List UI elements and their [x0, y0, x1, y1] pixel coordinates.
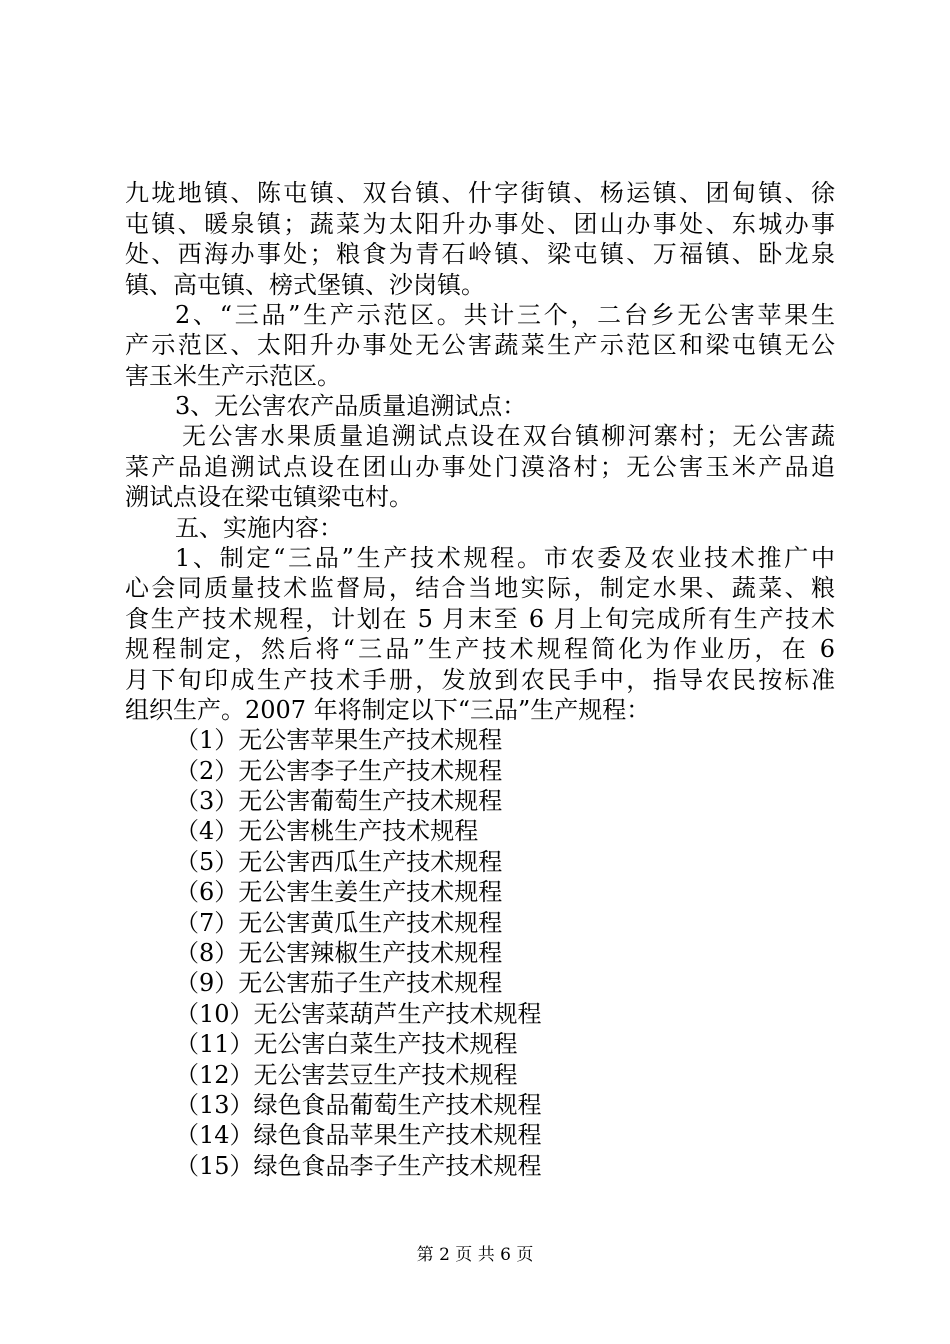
list-item: （6）无公害生姜生产技术规程	[175, 878, 503, 906]
list-item: （2）无公害李子生产技术规程	[175, 757, 503, 785]
list-item: （14）绿色食品苹果生产技术规程	[175, 1121, 542, 1149]
list-item: （15）绿色食品李子生产技术规程	[175, 1152, 542, 1180]
list-item: （10）无公害菜葫芦生产技术规程	[175, 1000, 542, 1028]
list-item: （9）无公害茄子生产技术规程	[175, 969, 503, 997]
list-item: （11）无公害白菜生产技术规程	[175, 1030, 518, 1058]
list-item: （4）无公害桃生产技术规程	[175, 817, 479, 845]
paragraph-line: 菜产品追溯试点设在团山办事处门漠洛村；无公害玉米产品追	[125, 453, 835, 481]
paragraph-line: 九垅地镇、陈屯镇、双台镇、什字街镇、杨运镇、团甸镇、徐	[125, 179, 835, 207]
paragraph-line: 月下旬印成生产技术手册，发放到农民手中，指导农民按标准	[125, 666, 835, 694]
paragraph-line: 组织生产。2007 年将制定以下“三品”生产规程：	[125, 696, 651, 724]
paragraph-line: 2、“三品”生产示范区。共计三个，二台乡无公害苹果生	[175, 301, 835, 329]
paragraph-line: 心会同质量技术监督局，结合当地实际，制定水果、蔬菜、粮	[125, 574, 835, 602]
list-item: （13）绿色食品葡萄生产技术规程	[175, 1091, 542, 1119]
section-heading: 五、实施内容：	[175, 514, 343, 542]
paragraph-line: 规程制定，然后将“三品”生产技术规程简化为作业历，在 6	[125, 635, 835, 663]
paragraph-line: 屯镇、暖泉镇；蔬菜为太阳升办事处、团山办事处、东城办事	[125, 210, 835, 238]
paragraph-line: 镇、高屯镇、榜式堡镇、沙岗镇。	[125, 271, 485, 299]
list-item: （5）无公害西瓜生产技术规程	[175, 848, 503, 876]
paragraph-line: 处、西海办事处；粮食为青石岭镇、梁屯镇、万福镇、卧龙泉	[125, 240, 835, 268]
paragraph-line: 食生产技术规程，计划在 5 月末至 6 月上旬完成所有生产技术	[125, 605, 835, 633]
page-number-footer: 第 2 页 共 6 页	[416, 1245, 534, 1265]
list-item: （3）无公害葡萄生产技术规程	[175, 787, 503, 815]
list-item: （1）无公害苹果生产技术规程	[175, 726, 503, 754]
list-item: （7）无公害黄瓜生产技术规程	[175, 909, 503, 937]
paragraph-line: 溯试点设在梁屯镇梁屯村。	[125, 483, 413, 511]
section-subheading: 3、无公害农产品质量追溯试点：	[175, 392, 527, 420]
paragraph-line: 产示范区、太阳升办事处无公害蔬菜生产示范区和梁屯镇无公	[125, 331, 835, 359]
paragraph-line: 无公害水果质量追溯试点设在双台镇柳河寨村；无公害蔬	[182, 422, 835, 450]
paragraph-line: 害玉米生产示范区。	[125, 362, 341, 390]
list-item: （8）无公害辣椒生产技术规程	[175, 939, 503, 967]
paragraph-line: 1、制定“三品”生产技术规程。市农委及农业技术推广中	[175, 544, 835, 572]
list-item: （12）无公害芸豆生产技术规程	[175, 1061, 518, 1089]
